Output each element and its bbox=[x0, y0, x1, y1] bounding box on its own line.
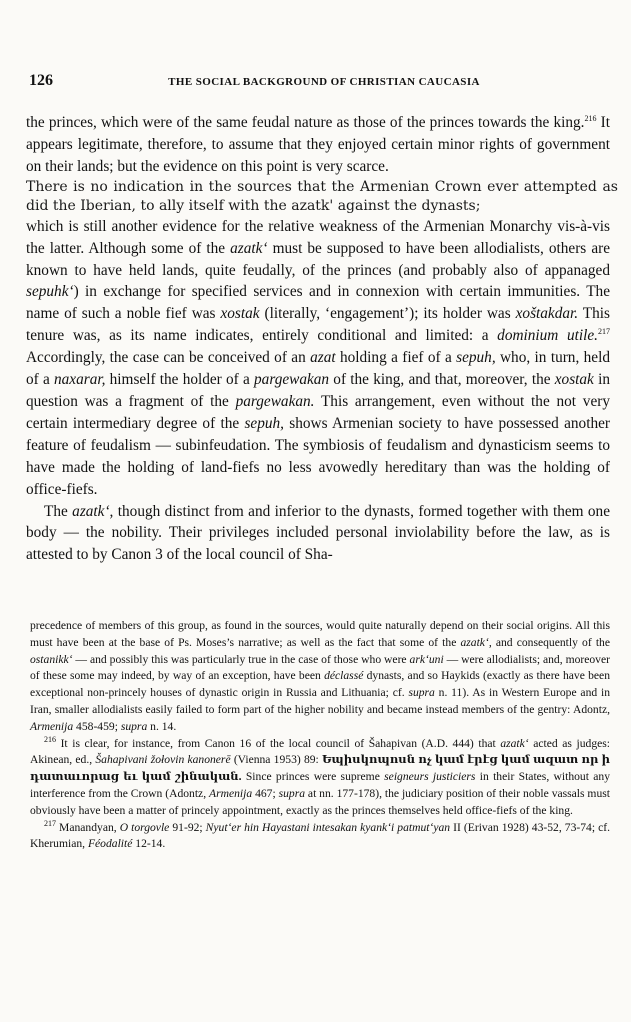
term: pargewakan bbox=[254, 371, 330, 389]
text: 91-92; bbox=[169, 820, 206, 834]
footnote-ref: 216 bbox=[584, 113, 597, 123]
text: the princes, which were of the same feudal nature as those of the princes towards the king. bbox=[26, 114, 585, 131]
footnote-number: 216 bbox=[44, 734, 56, 744]
text: n. 11). As in Western Europe and in Iran, smaller allodialists easily failed to form part of the higher nobility and became instead members of the gentry: Adontz, bbox=[30, 686, 610, 716]
footnote-continuation bbox=[30, 618, 610, 736]
citation-title: Féodalité bbox=[87, 837, 133, 851]
citation-title: Šahapivani žołovin kanonerē bbox=[95, 753, 231, 767]
main-text bbox=[26, 112, 618, 566]
text: who, in turn, held of a bbox=[26, 349, 610, 389]
text: in their States, without any interference from the Crown (Adontz, bbox=[30, 770, 611, 800]
text: of the king, and that, moreover, the bbox=[329, 371, 555, 389]
text: Accordingly, the case can be conceived of an bbox=[26, 349, 311, 367]
term: xoštakdar. bbox=[515, 305, 579, 323]
term: supra bbox=[408, 686, 435, 700]
term: ostanikk‘ bbox=[30, 652, 73, 666]
text: It appears legitimate, therefore, to assume that they enjoyed certain minor rights of government on their lands; but the evidence on this point is very scarce. bbox=[26, 114, 610, 175]
text: — were allodialists; and, moreover of these some may indeed, by way of an exception, have been bbox=[30, 652, 610, 683]
term: seigneurs justiciers bbox=[384, 770, 476, 784]
text: II (Erivan 1928) 43-52, 73-74; cf. Kherumian, bbox=[30, 820, 610, 851]
text: must be supposed to have been allodialists, others are known to have held lands, quite feudally, of the princes (and probably also of appanaged bbox=[26, 239, 610, 279]
text: The bbox=[44, 502, 73, 520]
term: supra bbox=[120, 719, 148, 733]
footnotes bbox=[30, 618, 610, 853]
text: This tenure was, as its name indicates, entirely conditional and limited: a bbox=[26, 305, 610, 345]
text: (Vienna 1953) 89: bbox=[230, 753, 322, 767]
text: himself the holder of a bbox=[105, 371, 255, 389]
page-number: 126 bbox=[29, 72, 53, 89]
term: ark‘uni bbox=[409, 652, 444, 666]
term: azatk‘ bbox=[500, 736, 529, 750]
footnote-217 bbox=[30, 820, 610, 854]
term: azatk‘, bbox=[72, 502, 114, 520]
text: This arrangement, even without the not very certain intermediary degree of the bbox=[26, 392, 610, 432]
citation-title: Armenija bbox=[209, 786, 253, 800]
text: 12-14. bbox=[132, 837, 166, 851]
term: pargewakan. bbox=[235, 392, 315, 410]
term: sepuh, bbox=[244, 414, 284, 432]
term: déclassé bbox=[324, 669, 364, 683]
armenian-quote: Եպիսկոպոսն ոչ կամ էրէց կամ ազատ որ ի դատաւորաց եւ կամ շինական. bbox=[30, 753, 610, 784]
text: though distinct from and inferior to the dynasts, formed together with them one body — the nobility. Their privileges included personal inviolability before the law, as is attested to by Canon 3 of the local council of Sha- bbox=[26, 502, 610, 564]
text: It is clear, for instance, from Canon 16 of the local council of Šahapivan (A.D. 444) that bbox=[56, 736, 501, 750]
text: dynasts, and so Haykids (exactly as there have been exceptional non-princely houses of dynastic origin in Russia and Lithuania; cf. bbox=[30, 669, 610, 700]
paragraph bbox=[26, 216, 610, 501]
text: in question was a fragment of the bbox=[26, 371, 610, 410]
text: Since princes were supreme bbox=[241, 770, 385, 784]
paragraph bbox=[26, 501, 610, 567]
footnote-ref: 217 bbox=[598, 327, 610, 337]
footnote-number: 217 bbox=[44, 818, 56, 828]
term: azatk‘ bbox=[230, 239, 268, 257]
text: at nn. 177-178), the judiciary position of their noble vassals must obviously have been a matter of princely appointment, exactly as the princes themselves held office-fiefs of the king. bbox=[30, 786, 610, 817]
term: supra bbox=[278, 786, 306, 800]
term: azatk‘, bbox=[460, 635, 492, 649]
text: holding a fief of a bbox=[335, 349, 457, 367]
footnote-216 bbox=[30, 736, 610, 820]
term: xostak bbox=[220, 305, 260, 323]
text: Manandyan, bbox=[56, 820, 120, 834]
term: xostak bbox=[554, 371, 594, 389]
paragraph bbox=[26, 112, 610, 178]
term: sepuh, bbox=[456, 349, 496, 367]
text: 467; bbox=[252, 786, 279, 800]
text: acted as judges: Akinean, ed., bbox=[30, 736, 610, 767]
page-header bbox=[29, 72, 609, 90]
text: which is still another evidence for the relative weakness of the Armenian Monarchy vis-à-vis the latter. Although some of the bbox=[26, 217, 610, 257]
text: precedence of members of this group, as found in the sources, would quite naturally depend on their social origins. All this must have been at the base of Ps. Moses’s narrative; as well as the fact that some of the bbox=[30, 619, 610, 649]
text: (literally, ‘engagement’); its holder was bbox=[259, 305, 516, 323]
text: — and possibly this was particularly true in the case of those who were bbox=[72, 652, 410, 666]
inserted-sentence: There is no indication in the sources that the Armenian Crown ever attempted as did the Iberian, to ally itself with the azatk' against the dynasts; bbox=[26, 178, 618, 214]
citation-title: O torgovle bbox=[119, 820, 170, 834]
term: sepuhk‘ bbox=[26, 283, 74, 301]
term: azat bbox=[310, 349, 336, 367]
text: and consequently of the bbox=[491, 635, 611, 649]
text: ) in exchange for specified services and in connexion with certain immunities. The name of such a noble fief was bbox=[26, 283, 610, 323]
text: shows Armenian society to have possessed another feature of feudalism — subinfeudation. The symbiosis of feudalism and dynasticism seems to have made the holding of land-fiefs no less avowedly hereditary than was the holding of office-fiefs. bbox=[26, 414, 610, 498]
citation-title: Armenija bbox=[30, 719, 74, 733]
citation-title: Nyut‘er hin Hayastani intesakan kyank‘i patmut‘yan bbox=[205, 820, 451, 834]
running-head: THE SOCIAL BACKGROUND OF CHRISTIAN CAUCASIA bbox=[168, 76, 480, 88]
text: n. 14. bbox=[147, 719, 177, 733]
term: naxarar, bbox=[54, 371, 106, 389]
text: 458-459; bbox=[73, 719, 121, 733]
term: dominium utile. bbox=[497, 327, 598, 345]
